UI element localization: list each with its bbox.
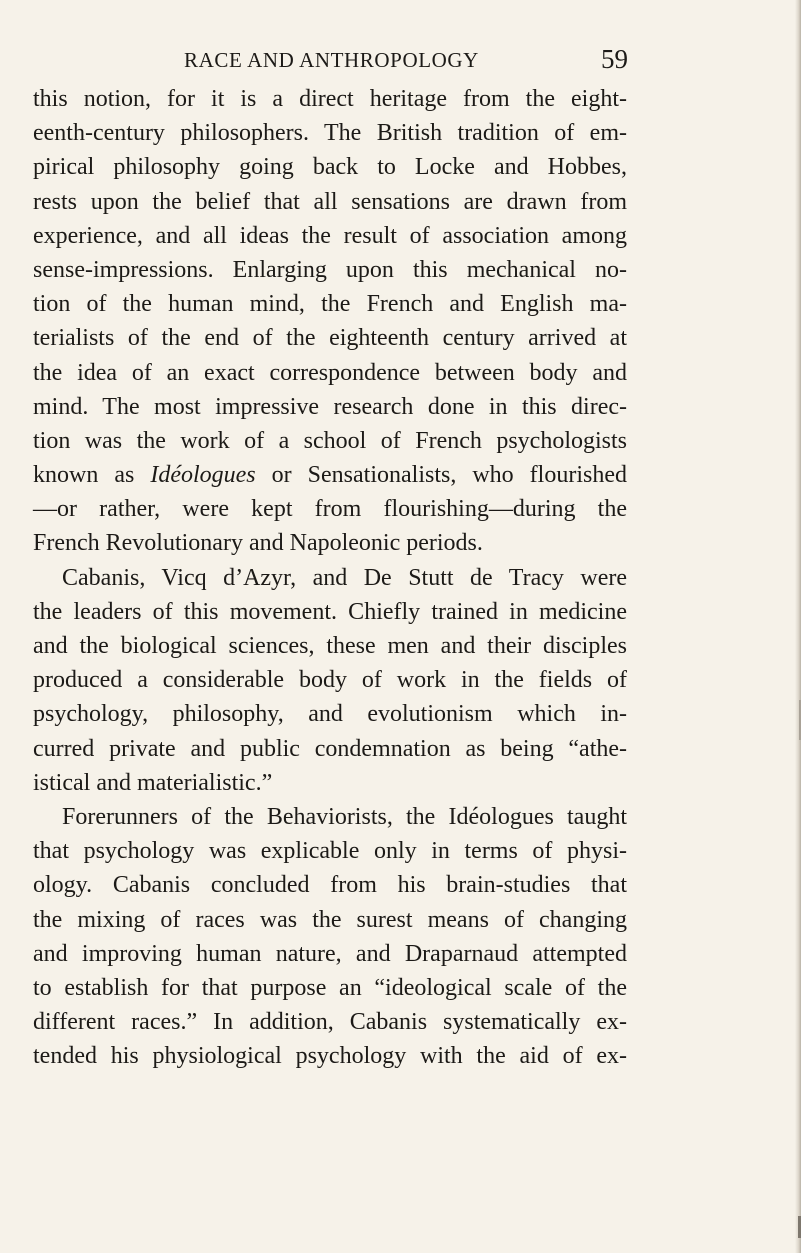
text-line: Forerunners of the Behaviorists, the Idéologues taught [62, 803, 627, 830]
text-line: mind. The most impressive research done in this direc- [33, 393, 627, 420]
text-line: tion was the work of a school of French psychologists [33, 427, 627, 454]
text-line: and improving human nature, and Draparnaud attempted [33, 940, 627, 967]
page-number: 59 [601, 44, 628, 74]
text-line: rests upon the belief that all sensations are drawn from [33, 188, 627, 215]
text-line: terialists of the end of the eighteenth century arrived at [33, 325, 627, 352]
text-line: Cabanis, Vicq d’Azyr, and De Stutt de Tracy were [62, 564, 627, 591]
text-line: the leaders of this movement. Chiefly trained in medicine [33, 598, 627, 625]
text-span: or Sensationalists, who flourished [255, 462, 627, 489]
text-line: to establish for that purpose an “ideological scale of the [33, 974, 627, 1001]
text-line: that psychology was explicable only in terms of physi- [33, 838, 627, 865]
text-line: the mixing of races was the surest means of changing [33, 906, 627, 933]
text-line: French Revolutionary and Napoleonic periods. [33, 530, 483, 557]
italic-term: Idéologues [150, 462, 256, 489]
text-line: different races.” In addition, Cabanis systematically ex- [33, 1009, 627, 1036]
text-line: pirical philosophy going back to Locke and Hobbes, [33, 154, 627, 181]
text-line: istical and materialistic.” [33, 769, 273, 796]
text-line: and the biological sciences, these men and their disciples [33, 633, 627, 659]
text-line: eenth-century philosophers. The British tradition of em- [33, 120, 627, 147]
text-line: —or rather, were kept from flourishing—during the [33, 496, 627, 523]
text-span: known as [33, 462, 151, 489]
text-line: ology. Cabanis concluded from his brain-studies that [33, 872, 627, 899]
text-line: tended his physiological psychology with the aid of ex- [33, 1043, 627, 1070]
text-line: experience, and all ideas the result of association among [33, 222, 627, 249]
text-line: produced a considerable body of work in the fields of [33, 667, 627, 694]
text-line: the idea of an exact correspondence between body and [33, 359, 627, 386]
running-head: RACE AND ANTHROPOLOGY [184, 48, 479, 72]
body-text [33, 82, 627, 1073]
text-line: tion of the human mind, the French and English ma- [33, 291, 627, 318]
page-edge [795, 0, 801, 1253]
text-line: curred private and public condemnation as being “athe- [33, 735, 627, 762]
text-line: this notion, for it is a direct heritage from the eight- [33, 86, 627, 112]
text-line: sense-impressions. Enlarging upon this mechanical no- [33, 256, 627, 283]
text-line: psychology, philosophy, and evolutionism which in- [33, 701, 627, 728]
text-line [33, 458, 627, 492]
